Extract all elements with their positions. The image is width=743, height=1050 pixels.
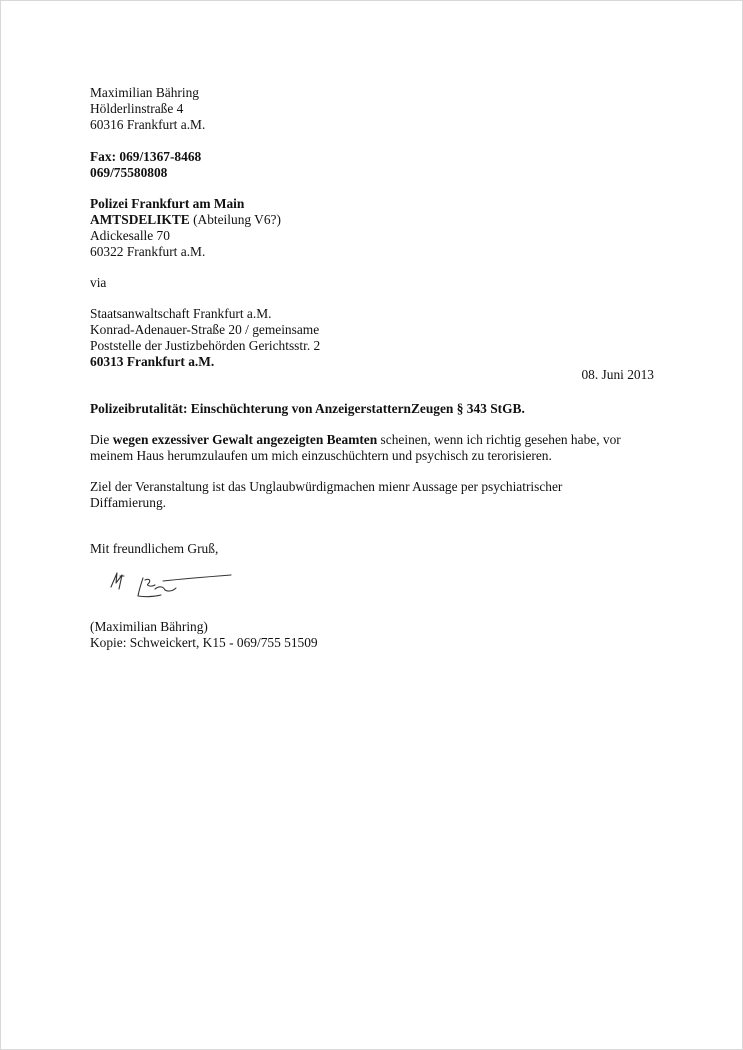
recipient-department-rest: (Abteilung V6?) [189,212,281,227]
closing: Mit freundlichem Gruß, [90,541,219,556]
sender-city: 60316 Frankfurt a.M. [90,117,206,132]
via-recipient-line3: Poststelle der Justizbehörden Gerichtsstr. 2 [90,338,321,353]
recipient-org: Polizei Frankfurt am Main [90,196,245,211]
copy-note: Kopie: Schweickert, K15 - 069/755 51509 [90,635,318,650]
recipient-city: 60322 Frankfurt a.M. [90,244,206,259]
sender-street: Hölderlinstraße 4 [90,101,184,116]
via-recipient-line4: 60313 Frankfurt a.M. [90,354,215,369]
body-p1-rest: scheinen, wenn ich richtig gesehen habe, vor [377,432,621,447]
body-paragraph-2-line-2: Diffamierung. [90,495,166,510]
via-recipient-line1: Staatsanwaltschaft Frankfurt a.M. [90,306,272,321]
fax-number-2: 069/75580808 [90,165,168,180]
via-recipient-line2: Konrad-Adenauer-Straße 20 / gemeinsame [90,322,320,337]
body-paragraph-1-line-1 [90,432,621,448]
body-paragraph-2-line-1: Ziel der Veranstaltung ist das Unglaubwürdigmachen mienr Aussage per psychiatrischer [90,479,563,494]
handwritten-signature [105,567,237,607]
recipient-street: Adickesalle 70 [90,228,170,243]
recipient-department-bold: AMTSDELIKTE [90,212,190,227]
sender-name: Maximilian Bähring [90,85,199,100]
body-p1-bold: wegen exzessiver Gewalt angezeigten Beamten [112,432,378,447]
subject-line: Polizeibrutalität: Einschüchterung von AnzeigerstatternZeugen § 343 StGB. [90,401,525,416]
body-p1-prefix: Die [90,432,113,447]
via-label: via [90,275,107,290]
recipient-department [90,212,281,228]
body-paragraph-1-line-2: meinem Haus herumzulaufen um mich einzuschüchtern und psychisch zu terorisieren. [90,448,552,463]
fax-number: Fax: 069/1367-8468 [90,149,202,164]
signature-name: (Maximilian Bähring) [90,619,208,634]
letter-date: 08. Juni 2013 [581,367,654,382]
